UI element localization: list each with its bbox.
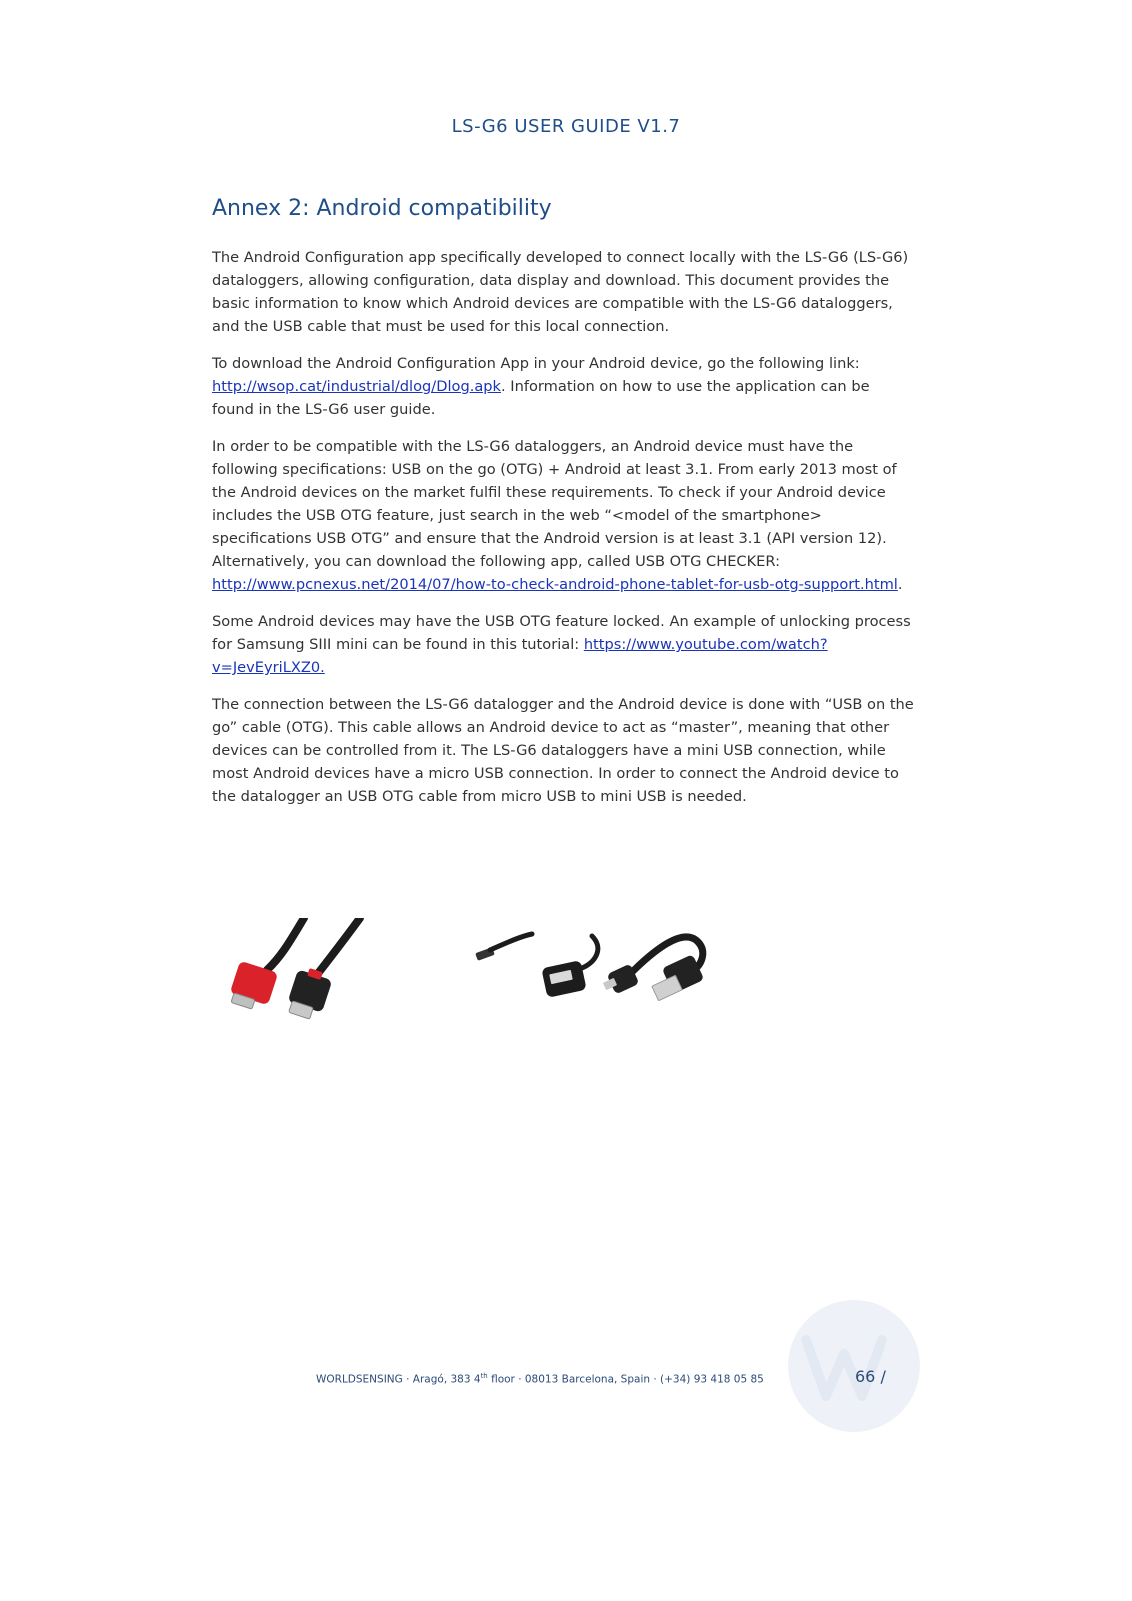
usb-a-male-connector [652,975,682,1000]
footer-address-text-end: floor · 08013 Barcelona, Spain · (+34) 93 418 05 85 [487,1373,764,1386]
black-cable [316,918,360,976]
paragraph-download-text: To download the Android Configuration App in your Android device, go the following link: [212,355,860,372]
dlog-apk-link[interactable]: http://wsop.cat/industrial/dlog/Dlog.apk [212,378,502,395]
worldsensing-watermark-logo [786,1296,922,1436]
paragraph-compatibility [212,435,916,596]
page-header: LS-G6 USER GUIDE V1.7 [451,116,681,137]
usb-cable-images [212,918,732,1038]
paragraph-otg-locked-text: Some Android devices may have the USB OTG feature locked. An example of unlocking process for Samsung SIII mini can be found in this tutorial: [212,613,911,653]
otg-cable-mid [582,936,598,968]
paragraph-otg-locked [212,610,916,679]
otg-cable-left [490,934,532,950]
usb-adapter-cables-photo [470,918,730,1028]
document-body [212,246,916,822]
paragraph-compatibility-text: In order to be compatible with the LS-G6 dataloggers, an Android device must have the following specifications: USB on the go (OTG) + Android at least 3.1. From early 2013 most of the Android devices on the market fulfil these requirements. To check if your Android device includes the USB OTG feature, just search in the web “<model of the smartphone> specifications USB OTG” and ensure that the Android version is at least 3.1 (API version 12). Alternatively, you can download the following app, called USB OTG CHECKER: [212,438,897,570]
paragraph-intro: The Android Configuration app specifically developed to connect locally with the LS-G6 (LS-G6) dataloggers, allowing configuration, data display and download. This document provides the basic information to know which Android devices are compatible with the LS-G6 dataloggers, and the USB cable that must be used for this local connection. [212,249,909,335]
footer-address [316,1372,764,1386]
otg-checker-link[interactable]: http://www.pcnexus.net/2014/07/how-to-check-android-phone-tablet-for-usb-otg-support.html [212,576,898,593]
youtube-tutorial-link[interactable]: https://www.youtube.com/watch?v=JevEyriLXZ0. [212,636,828,676]
paragraph-download [212,352,916,421]
red-cable [267,918,304,970]
page-number: 66 / [855,1367,886,1386]
annex-title: Annex 2: Android compatibility [212,196,552,221]
footer-address-text: WORLDSENSING · Aragó, 383 4 [316,1373,481,1386]
footer-address-sup: th [480,1372,488,1380]
otg-cable-photo [212,918,372,1038]
paragraph-download-text-end: . Information on how to use the application can be found in the LS-G6 user guide. [212,378,870,418]
paragraph-connection: The connection between the LS-G6 datalogger and the Android device is done with “USB on the go” cable (OTG). This cable allows an Android device to act as “master”, meaning that other devices can be controlled from it. The LS-G6 dataloggers have a mini USB connection, while most Android devices have a micro USB connection. In order to connect the Android device to the datalogger an USB OTG cable from micro USB to mini USB is needed. [212,696,914,805]
paragraph-compatibility-text-end: . [897,576,903,593]
